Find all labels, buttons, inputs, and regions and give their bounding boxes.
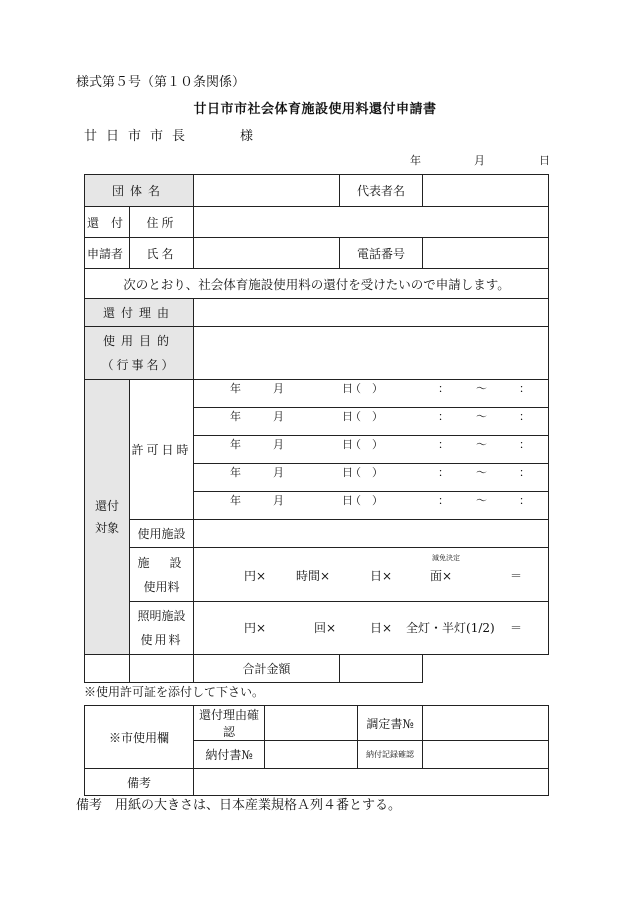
datetime-2-weekday-3: （ ） xyxy=(350,410,383,423)
datetime-1-tilde-5: ～ xyxy=(476,382,487,395)
purpose-label-1: 使用目的 xyxy=(103,334,176,348)
address-field[interactable] xyxy=(194,207,549,238)
lighting-fee-light: 全灯・半灯(1/2) xyxy=(406,621,495,635)
date-day-label: 日 xyxy=(539,154,550,167)
lighting-fee-label-1: 照明施設 xyxy=(137,609,186,623)
facility-fee-reduction: 減免決定 xyxy=(432,554,461,562)
reason-field[interactable] xyxy=(194,299,549,327)
facility-fee-yen: 円× xyxy=(244,569,267,583)
datetime-4-colon-6: ： xyxy=(519,466,530,479)
lighting-fee-days: 日× xyxy=(370,621,393,635)
office-use-table xyxy=(84,705,549,796)
total-blank xyxy=(85,655,130,683)
group-name-label: 団体名 xyxy=(85,175,194,207)
datetime-1-colon-4: ： xyxy=(438,382,449,395)
lighting-fee-times: 回× xyxy=(314,621,337,635)
datetime-4-month-1: 月 xyxy=(273,466,284,479)
facility-used-row xyxy=(85,520,549,548)
adjustment-no-label: 調定書№ xyxy=(358,706,423,741)
payment-record-label: 納付記録確認 xyxy=(358,741,423,769)
datetime-4-tilde-5: ～ xyxy=(476,466,487,479)
datetime-5-weekday-3: （ ） xyxy=(350,494,383,507)
adjustment-no-field[interactable] xyxy=(423,706,549,741)
datetime-5-day-2: 日 xyxy=(342,494,353,507)
name-label: 氏名 xyxy=(130,238,194,269)
datetime-1-year-0: 年 xyxy=(230,382,241,395)
office-row-1 xyxy=(85,706,549,741)
facility-fee-label xyxy=(130,548,194,602)
lighting-fee-label xyxy=(130,602,194,655)
name-field[interactable] xyxy=(194,238,340,269)
facility-fee-area: 面× xyxy=(430,569,453,583)
group-name-field[interactable] xyxy=(194,175,340,207)
office-row-3 xyxy=(85,769,549,796)
representative-label: 代表者名 xyxy=(340,175,423,207)
facility-fee-days: 日× xyxy=(370,569,393,583)
reason-confirm-field[interactable] xyxy=(265,706,358,741)
name-row xyxy=(85,238,549,269)
address-row xyxy=(85,207,549,238)
datetime-4-colon-4: ： xyxy=(438,466,449,479)
datetime-1-month-1: 月 xyxy=(273,382,284,395)
datetime-3-tilde-5: ～ xyxy=(476,438,487,451)
footer-note: 備考 用紙の大きさは、日本産業規格Ａ列４番とする。 xyxy=(76,798,402,813)
datetime-4-day-2: 日 xyxy=(342,466,353,479)
datetime-3-year-0: 年 xyxy=(230,438,241,451)
purpose-row xyxy=(85,327,549,380)
date-month-label: 月 xyxy=(474,154,485,167)
datetime-2-year-0: 年 xyxy=(230,410,241,423)
phone-label: 電話番号 xyxy=(340,238,423,269)
purpose-label xyxy=(85,327,194,380)
lighting-fee-yen: 円× xyxy=(244,621,267,635)
attach-note: ※使用許可証を添付して下さい。 xyxy=(84,685,265,699)
total-row xyxy=(85,655,549,683)
lighting-fee-row xyxy=(85,602,549,655)
datetime-3-colon-6: ： xyxy=(519,438,530,451)
lighting-fee-label-2: 使用料 xyxy=(140,633,183,647)
datetime-2-colon-4: ： xyxy=(438,410,449,423)
datetime-5-tilde-5: ～ xyxy=(476,494,487,507)
datetime-4-year-0: 年 xyxy=(230,466,241,479)
application-table xyxy=(84,174,549,683)
phone-field[interactable] xyxy=(423,238,549,269)
form-number: 様式第５号（第１０条関係） xyxy=(76,75,246,90)
remarks-field[interactable] xyxy=(194,769,549,796)
facility-used-label: 使用施設 xyxy=(130,520,194,548)
payment-record-field[interactable] xyxy=(423,741,549,769)
reason-label: 還付理由 xyxy=(85,299,194,327)
purpose-label-2: （行事名） xyxy=(101,358,177,372)
datetime-3-colon-4: ： xyxy=(438,438,449,451)
page-title: 廿日市市社会体育施設使用料還付申請書 xyxy=(193,102,437,117)
address-label: 住所 xyxy=(130,207,194,238)
reason-confirm-label: 還付理由確認 xyxy=(194,706,265,741)
datetime-2-colon-6: ： xyxy=(519,410,530,423)
group-row xyxy=(85,175,549,207)
datetime-1-colon-6: ： xyxy=(519,382,530,395)
facility-fee-formula[interactable] xyxy=(194,548,549,602)
addressee: 廿日市市長 xyxy=(84,129,195,144)
office-use-label: ※市使用欄 xyxy=(85,706,194,769)
facility-fee-label-1: 施 設 xyxy=(137,555,186,570)
statement-text: 次のとおり、社会体育施設使用料の還付を受けたいので申請します。 xyxy=(85,269,549,299)
lighting-fee-equals: ＝ xyxy=(510,621,523,635)
purpose-field[interactable] xyxy=(194,327,549,380)
datetime-5-year-0: 年 xyxy=(230,494,241,507)
facility-used-field[interactable] xyxy=(194,520,549,548)
remarks-label: 備考 xyxy=(85,769,194,796)
reason-row xyxy=(85,299,549,327)
datetime-2-month-1: 月 xyxy=(273,410,284,423)
target-label xyxy=(85,380,130,655)
honorific: 様 xyxy=(240,129,254,144)
datetime-3-weekday-3: （ ） xyxy=(350,438,383,451)
datetime-5-colon-4: ： xyxy=(438,494,449,507)
datetime-1-weekday-3: （ ） xyxy=(350,382,383,395)
applicant-label-1: 還 付 xyxy=(85,207,130,238)
permit-datetime-label: 許可日時 xyxy=(130,380,194,520)
lighting-fee-formula[interactable] xyxy=(194,602,549,655)
datetime-3-day-2: 日 xyxy=(342,438,353,451)
datetime-2-day-2: 日 xyxy=(342,410,353,423)
facility-fee-label-2: 使用料 xyxy=(143,579,180,594)
target-label-2: 対象 xyxy=(94,521,119,535)
datetime-1-day-2: 日 xyxy=(342,382,353,395)
datetime-3-month-1: 月 xyxy=(273,438,284,451)
total-field[interactable] xyxy=(340,655,423,683)
statement-row xyxy=(85,269,549,299)
total-spacer xyxy=(130,655,194,683)
facility-fee-equals: ＝ xyxy=(510,569,523,583)
datetime-5-month-1: 月 xyxy=(273,494,284,507)
payment-no-field[interactable] xyxy=(265,741,358,769)
target-label-1: 還付 xyxy=(94,499,119,513)
datetime-5-colon-6: ： xyxy=(519,494,530,507)
datetime-2-tilde-5: ～ xyxy=(476,410,487,423)
total-label: 合計金額 xyxy=(194,655,340,683)
datetime-4-weekday-3: （ ） xyxy=(350,466,383,479)
representative-field[interactable] xyxy=(423,175,549,207)
facility-fee-hours: 時間× xyxy=(296,569,331,583)
payment-no-label: 納付書№ xyxy=(194,741,265,769)
applicant-label-2: 申請者 xyxy=(85,238,130,269)
facility-fee-row xyxy=(85,548,549,602)
date-year-label: 年 xyxy=(410,154,421,167)
